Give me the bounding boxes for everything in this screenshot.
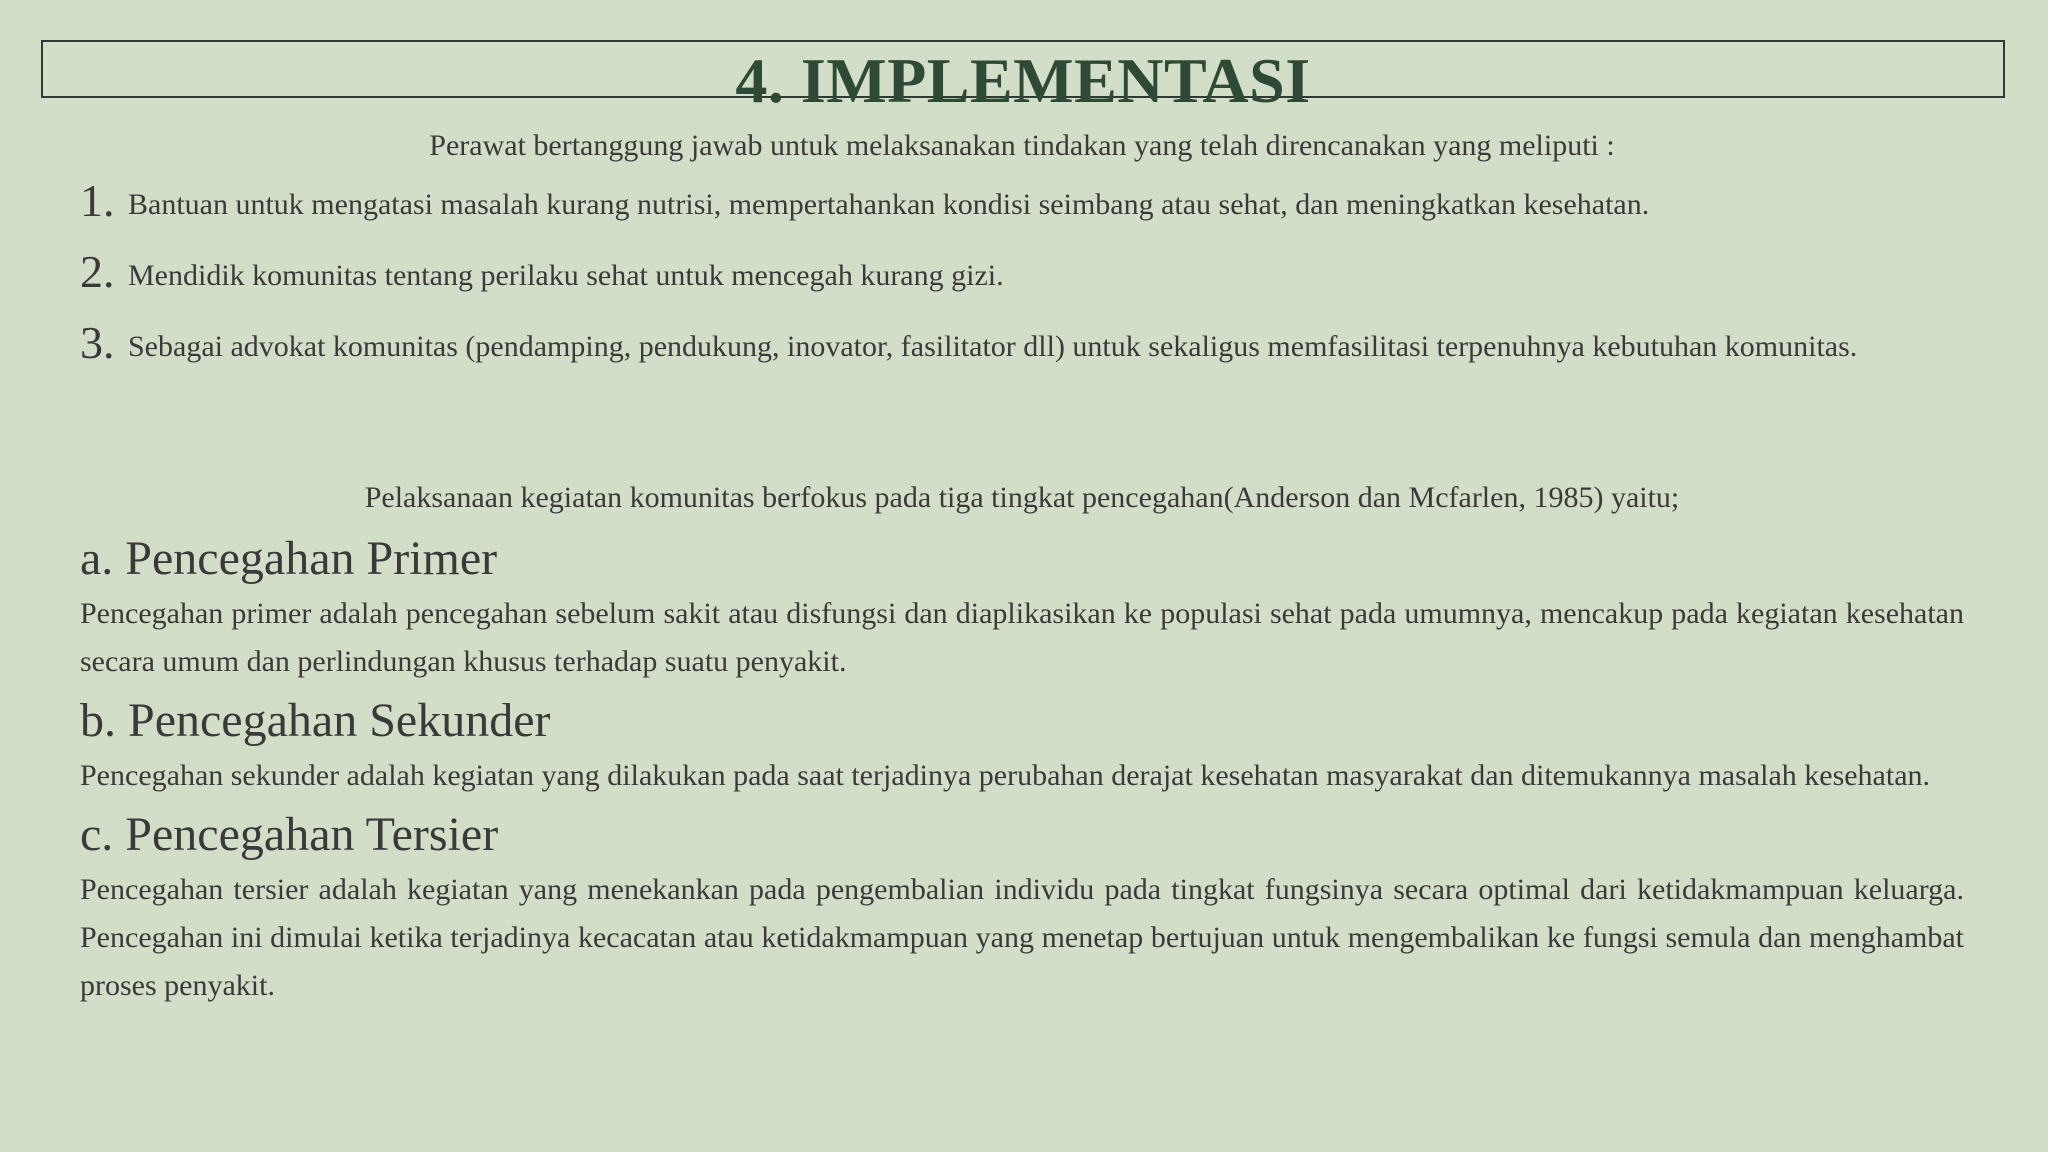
- item-text: Sebagai advokat komunitas (pendamping, pendukung, inovator, fasilitator dll) untuk sekaligus memfasilitasi terpenuhnya kebutuhan komunitas.: [128, 330, 1858, 363]
- item-number: 1.: [80, 175, 115, 226]
- item-text: Mendidik komunitas tentang perilaku sehat untuk mencegah kurang gizi.: [128, 259, 1004, 292]
- item-number: 2.: [80, 246, 115, 297]
- item-text: Bantuan untuk mengatasi masalah kurang nutrisi, mempertahankan kondisi seimbang atau sehat, dan meningkatkan kesehatan.: [128, 188, 1650, 221]
- section-tertiary: [80, 804, 1964, 1010]
- implementation-intro-text: Pelaksanaan kegiatan komunitas berfokus pada tiga tingkat pencegahan(Anderson dan Mcfarlen, 1985) yaitu;: [364, 481, 1680, 514]
- intro-text: Perawat bertanggung jawab untuk melaksanakan tindakan yang telah direncanakan yang meliputi :: [429, 129, 1615, 162]
- section-body: Pencegahan tersier adalah kegiatan yang menekankan pada pengembalian individu pada tingkat fungsinya secara optimal dari ketidakmampuan keluarga. Pencegahan ini dimulai ketika terjadinya kecacatan atau ketidakmampuan yang menetap bertujuan untuk mengembalikan ke fungsi semula dan menghambat proses penyakit.: [80, 873, 1964, 1002]
- section-heading: c. Pencegahan Tersier: [80, 808, 499, 861]
- item-number: 3.: [80, 317, 115, 368]
- numbered-item-3: [80, 317, 1964, 371]
- title-box: [41, 40, 2005, 116]
- section-heading: a. Pencegahan Primer: [80, 532, 498, 585]
- prevention-sections: [80, 528, 1964, 1014]
- section-heading: b. Pencegahan Sekunder: [80, 694, 551, 747]
- slide-title: 4. IMPLEMENTASI: [735, 45, 1311, 116]
- section-primary: [80, 528, 1964, 686]
- numbered-item-2: [80, 246, 1964, 300]
- section-body: Pencegahan sekunder adalah kegiatan yang dilakukan pada saat terjadinya perubahan derajat kesehatan masyarakat dan ditemukannya masalah kesehatan.: [80, 759, 1931, 792]
- section-secondary: [80, 690, 1964, 800]
- numbered-item-1: [80, 175, 1964, 229]
- section-body: Pencegahan primer adalah pencegahan sebelum sakit atau disfungsi dan diaplikasikan ke populasi sehat pada umumnya, mencakup pada kegiatan kesehatan secara umum dan perlindungan khusus terhadap suatu penyakit.: [80, 597, 1964, 678]
- numbered-list: [80, 175, 1964, 391]
